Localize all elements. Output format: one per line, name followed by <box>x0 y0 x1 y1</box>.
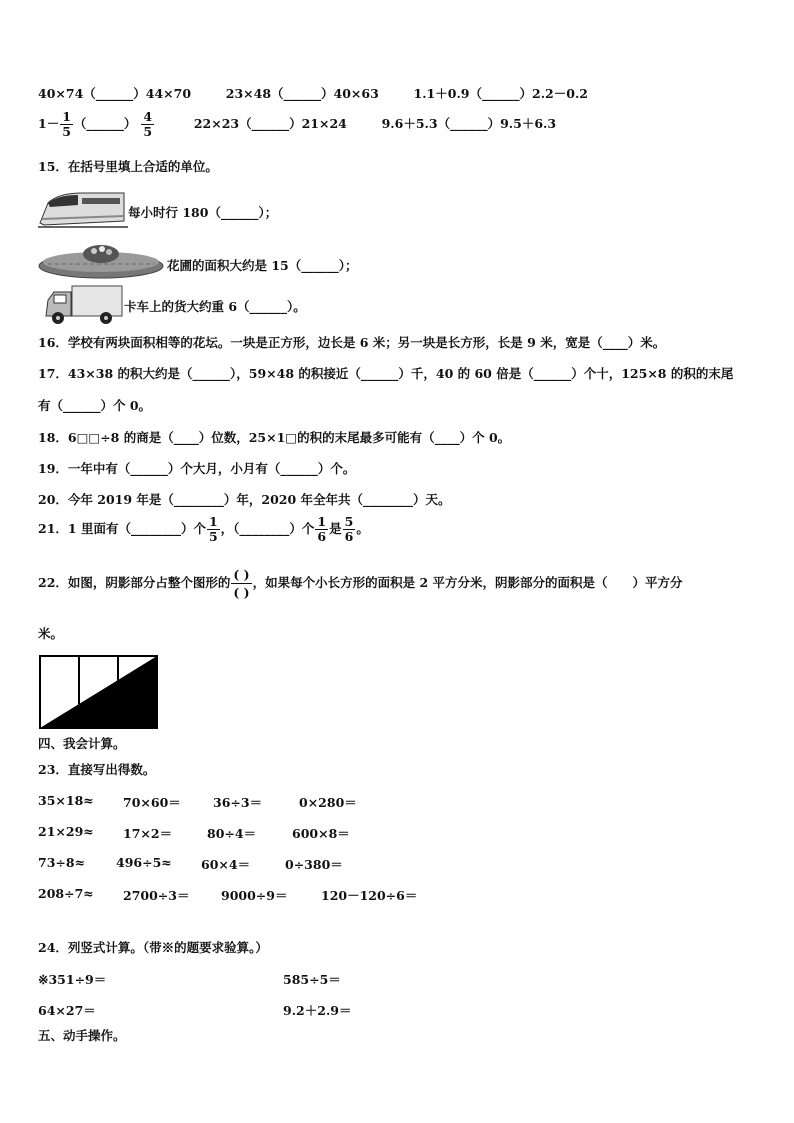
fraction-blank: $\frac{( )}{( )}$ <box>233 567 250 600</box>
train-image <box>38 187 128 231</box>
calc-item: 2700÷3＝ <box>123 888 190 903</box>
q15-garden-text: 花圃的面积大约是 15（______）； <box>167 258 358 273</box>
fraction: $\frac{1}{6}$ <box>317 514 327 544</box>
calc-item: 9000÷9＝ <box>221 888 288 903</box>
q22-line2: 米。 <box>38 626 64 641</box>
q24-title: 24．列竖式计算。（带※的题要求验算。） <box>38 940 268 955</box>
compare-item: 1.1＋0.9（______）2.2－0.2 <box>413 86 588 101</box>
vertical-calc-item: 64×27＝ <box>38 1003 96 1018</box>
compare-item: 9.6＋5.3（______）9.5＋6.3 <box>381 116 557 131</box>
truck-image <box>44 284 124 326</box>
calc-item: 36÷3＝ <box>213 795 263 810</box>
section-4-heading: 四、我会计算。 <box>38 736 126 751</box>
q15-title: 15．在括号里填上合适的单位。 <box>38 159 218 174</box>
fraction: $\frac{4}{5}$ <box>143 109 153 139</box>
vertical-calc-item: ※351÷9＝ <box>38 972 107 987</box>
q20: 20．今年 2019 年是（________）年，2020 年全年共（________）天。 <box>38 492 451 507</box>
q18: 18．6□□÷8 的商是（____）位数，25×1□的积的末尾最多可能有（____）个 0。 <box>38 430 511 445</box>
calc-item: 120－120÷6＝ <box>321 888 418 903</box>
compare-row-2 <box>38 110 556 139</box>
calc-item: 80÷4＝ <box>207 826 257 841</box>
calc-item: 496÷5≈ <box>116 855 172 870</box>
q19: 19．一年中有（______）个大月，小月有（______）个。 <box>38 461 356 476</box>
q15-truck-text: 卡车上的货大约重 6（______）。 <box>124 299 306 314</box>
q16: 16．学校有两块面积相等的花坛。一块是正方形，边长是 6 米；另一块是长方形，长是 9 米，宽是（____）米。 <box>38 335 666 350</box>
calc-item: 0×280＝ <box>299 795 357 810</box>
flower-bed-image <box>38 240 164 280</box>
calc-item: 60×4＝ <box>201 857 251 872</box>
fraction: $\frac{1}{5}$ <box>62 109 71 139</box>
calc-item: 70×60＝ <box>123 795 181 810</box>
compare-item: 23×48（______）40×63 <box>225 86 379 101</box>
vertical-calc-item: 9.2＋2.9＝ <box>283 1003 352 1018</box>
compare-prefix: 1－ <box>38 116 60 131</box>
blank: （______） <box>73 116 137 131</box>
calc-item: 208÷7≈ <box>38 886 94 901</box>
q21: 21．1 里面有（________）个 $\frac{1}{5}$ ，（________）个 $\frac{1}{6}$ 是 $\frac{5}{6}$ 。 <box>38 514 369 544</box>
compare-item: 22×23（______）21×24 <box>193 116 347 131</box>
calc-item: 600×8＝ <box>292 826 350 841</box>
calc-item: 0÷380＝ <box>285 857 343 872</box>
compare-item: 40×74（______）44×70 <box>38 86 192 101</box>
q17-line2: 有（______）个 0。 <box>38 398 152 413</box>
compare-row-1 <box>38 84 588 102</box>
q22: 22．如图，阴影部分占整个图形的 $\frac{( )}{( )}$ ，如果每个小长方形的面积是 2 平方分米，阴影部分的面积是（ ）平方分 <box>38 567 683 600</box>
calc-item: 21×29≈ <box>38 824 94 839</box>
calc-item: 35×18≈ <box>38 793 94 808</box>
calc-item: 73÷8≈ <box>38 855 86 870</box>
vertical-calc-item: 585÷5＝ <box>283 972 341 987</box>
fraction: $\frac{1}{5}$ <box>208 514 218 544</box>
q17-line1: 17．43×38 的积大约是（______），59×48 的积接近（______）千，40 的 60 倍是（______）个十，125×8 的积的末尾 <box>38 366 734 381</box>
fraction: $\frac{5}{6}$ <box>344 514 354 544</box>
calc-item: 17×2＝ <box>123 826 173 841</box>
q23-title: 23．直接写出得数。 <box>38 762 156 777</box>
q15-train-text: 每小时行 180（______）； <box>128 205 278 220</box>
section-5-heading: 五、动手操作。 <box>38 1028 126 1043</box>
shaded-rectangle-figure <box>39 655 159 730</box>
